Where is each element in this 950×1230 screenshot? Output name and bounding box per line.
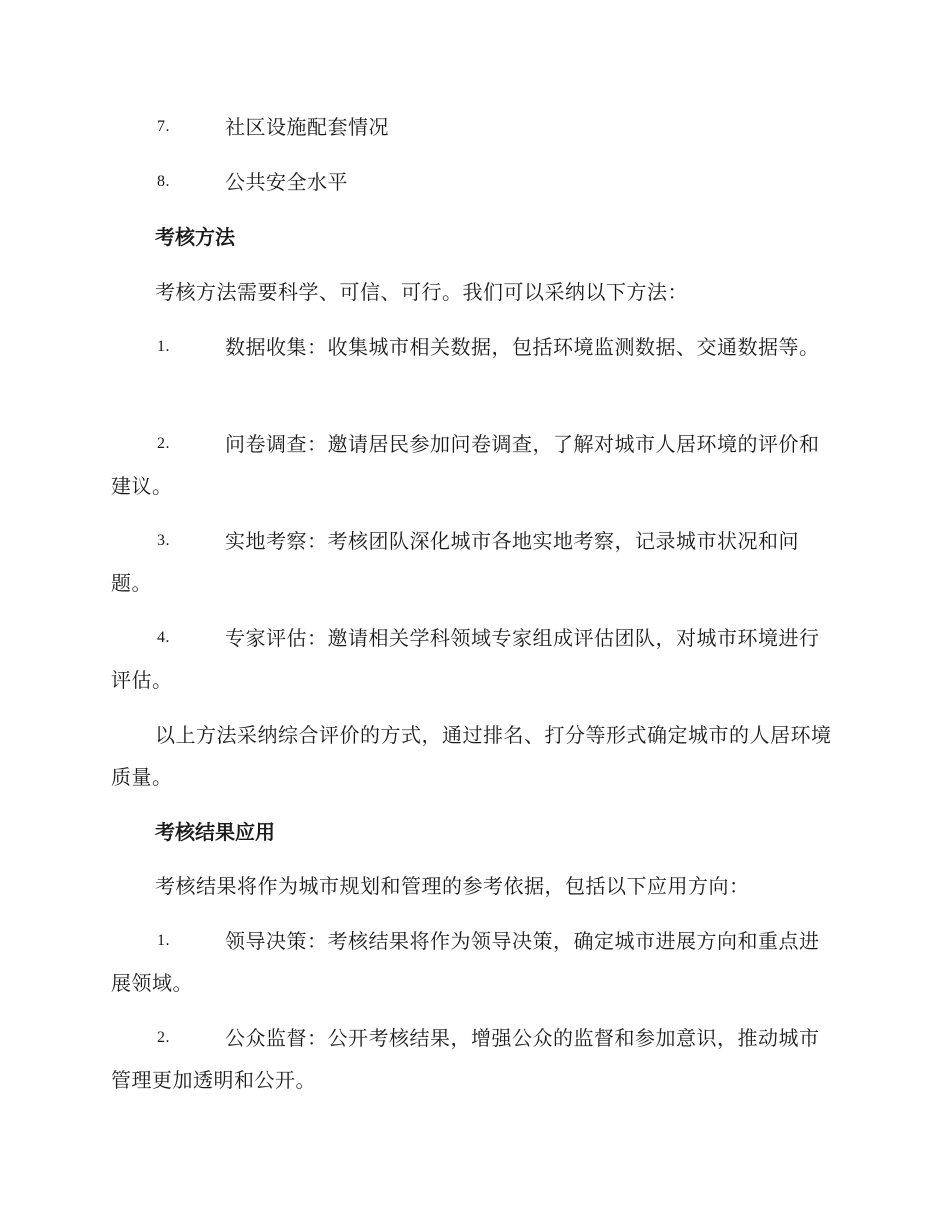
- list-item: [111, 617, 835, 701]
- list-item-text: 实地考察：考核团队深化城市各地实地考察，记录城市状况和问题。: [111, 529, 799, 595]
- list-item: [111, 920, 835, 1004]
- list-item-number: 3.: [157, 532, 170, 549]
- section-summary: 以上方法采纳综合评价的方式，通过排名、打分等形式确定城市的人居环境质量。: [111, 723, 832, 789]
- list-item-number: 8.: [157, 173, 170, 190]
- list-item-text: 问卷调查：邀请居民参加问卷调查，了解对城市人居环境的评价和建议。: [111, 432, 820, 498]
- section-heading-results: 考核结果应用: [155, 820, 275, 844]
- list-item: [111, 1017, 835, 1101]
- list-item: [111, 161, 835, 203]
- list-item: [111, 520, 835, 604]
- section-intro: 考核结果将作为城市规划和管理的参考依据，包括以下应用方向：: [155, 874, 750, 898]
- list-item-text: 专家评估：邀请相关学科领域专家组成评估团队，对城市环境进行评估。: [111, 626, 820, 692]
- list-item-text: 公众监督：公开考核结果，增强公众的监督和参加意识，推动城市管理更加透明和公开。: [111, 1026, 820, 1092]
- list-item: [111, 423, 835, 507]
- list-item-number: 1.: [157, 338, 170, 355]
- list-item: [111, 326, 835, 368]
- list-item-number: 2.: [157, 1029, 170, 1046]
- list-item-text: 公共安全水平: [225, 170, 348, 194]
- list-item-number: 1.: [157, 932, 170, 949]
- list-item: [111, 106, 835, 148]
- list-item-text: 社区设施配套情况: [225, 115, 389, 139]
- list-item-number: 2.: [157, 435, 170, 452]
- section-heading-method: 考核方法: [155, 225, 235, 249]
- list-item-number: 7.: [157, 118, 170, 135]
- section-intro: 考核方法需要科学、可信、可行。我们可以采纳以下方法：: [155, 280, 688, 304]
- list-item-number: 4.: [157, 629, 170, 646]
- list-item-text: 数据收集：收集城市相关数据，包括环境监测数据、交通数据等。: [225, 335, 820, 359]
- list-item-text: 领导决策：考核结果将作为领导决策，确定城市进展方向和重点进展领域。: [111, 929, 820, 995]
